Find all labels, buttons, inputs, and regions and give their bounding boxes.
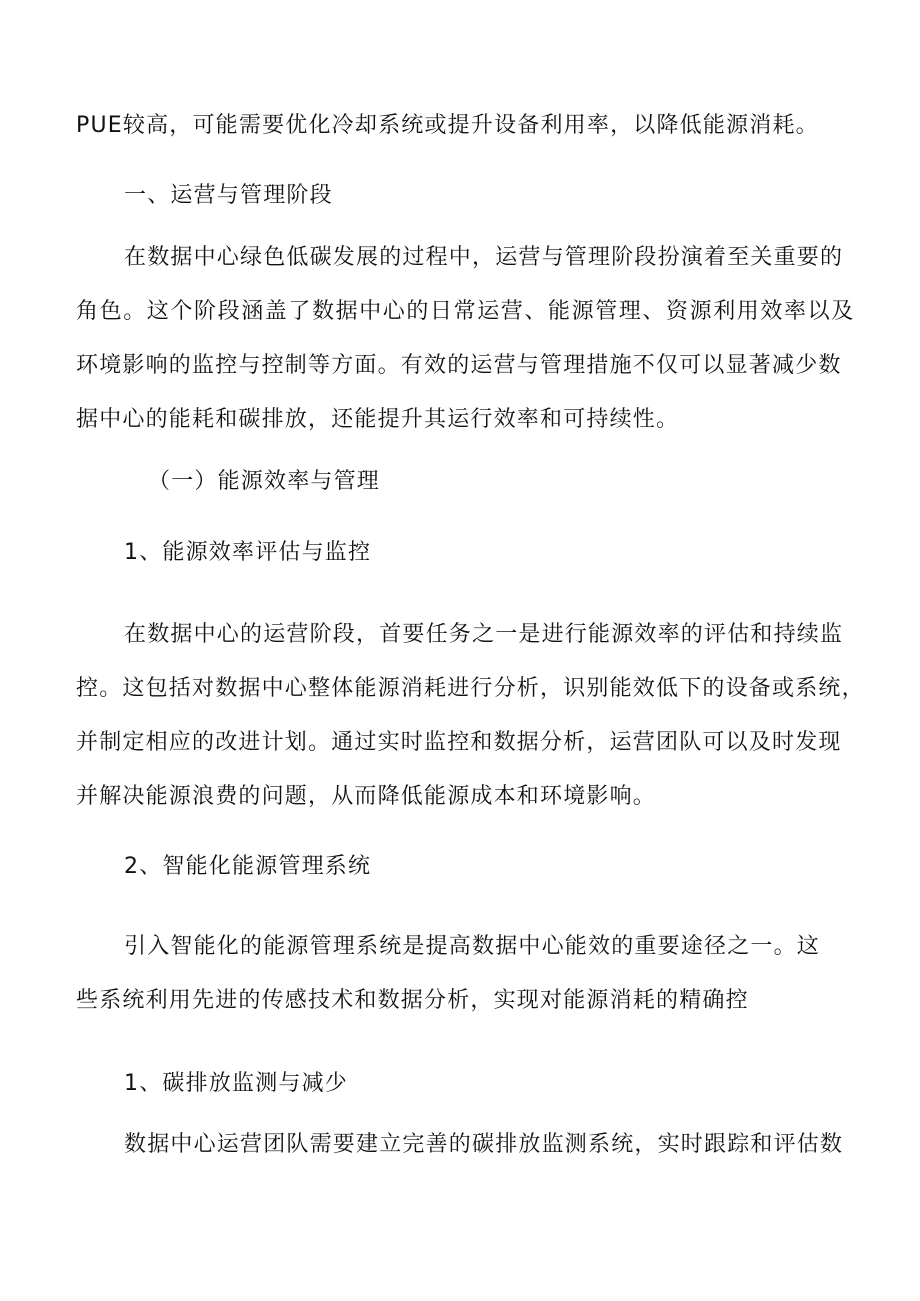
item-heading: 1、碳排放监测与减少 [124,1071,348,1096]
item-heading: 2、智能化能源管理系统 [124,854,372,879]
paragraph-line: 数据中心运营团队需要建立完善的碳排放监测系统，实时跟踪和评估数 [124,1132,844,1157]
paragraph-line: 角色。这个阶段涵盖了数据中心的日常运营、能源管理、资源利用效率以及 [76,299,855,324]
paragraph-line: 在数据中心的运营阶段，首要任务之一是进行能源效率的评估和持续监 [124,622,844,647]
section-heading: 一、运营与管理阶段 [124,183,333,208]
paragraph-line: 并制定相应的改进计划。通过实时监控和数据分析，运营团队可以及时发现 [76,730,842,755]
paragraph-line: 些系统利用先进的传感技术和数据分析，实现对能源消耗的精确控 [76,988,749,1013]
paragraph-line: 并解决能源浪费的问题，从而降低能源成本和环境影响。 [76,784,657,809]
paragraph-line: 引入智能化的能源管理系统是提高数据中心能效的重要途径之一。这 [124,934,821,959]
subsection-heading: （一）能源效率与管理 [148,469,381,494]
paragraph-line: 在数据中心绿色低碳发展的过程中，运营与管理阶段扮演着至关重要的 [124,245,844,270]
paragraph-line: 环境影响的监控与控制等方面。有效的运营与管理措施不仅可以显著减少数 [76,353,842,378]
paragraph-line: 据中心的能耗和碳排放，还能提升其运行效率和可持续性。 [76,407,680,432]
item-heading: 1、能源效率评估与监控 [124,540,372,565]
paragraph-line: 控。这包括对数据中心整体能源消耗进行分析，识别能效低下的设备或系统， [76,676,865,701]
paragraph-line: PUE较高，可能需要优化冷却系统或提升设备利用率，以降低能源消耗。 [76,113,819,138]
